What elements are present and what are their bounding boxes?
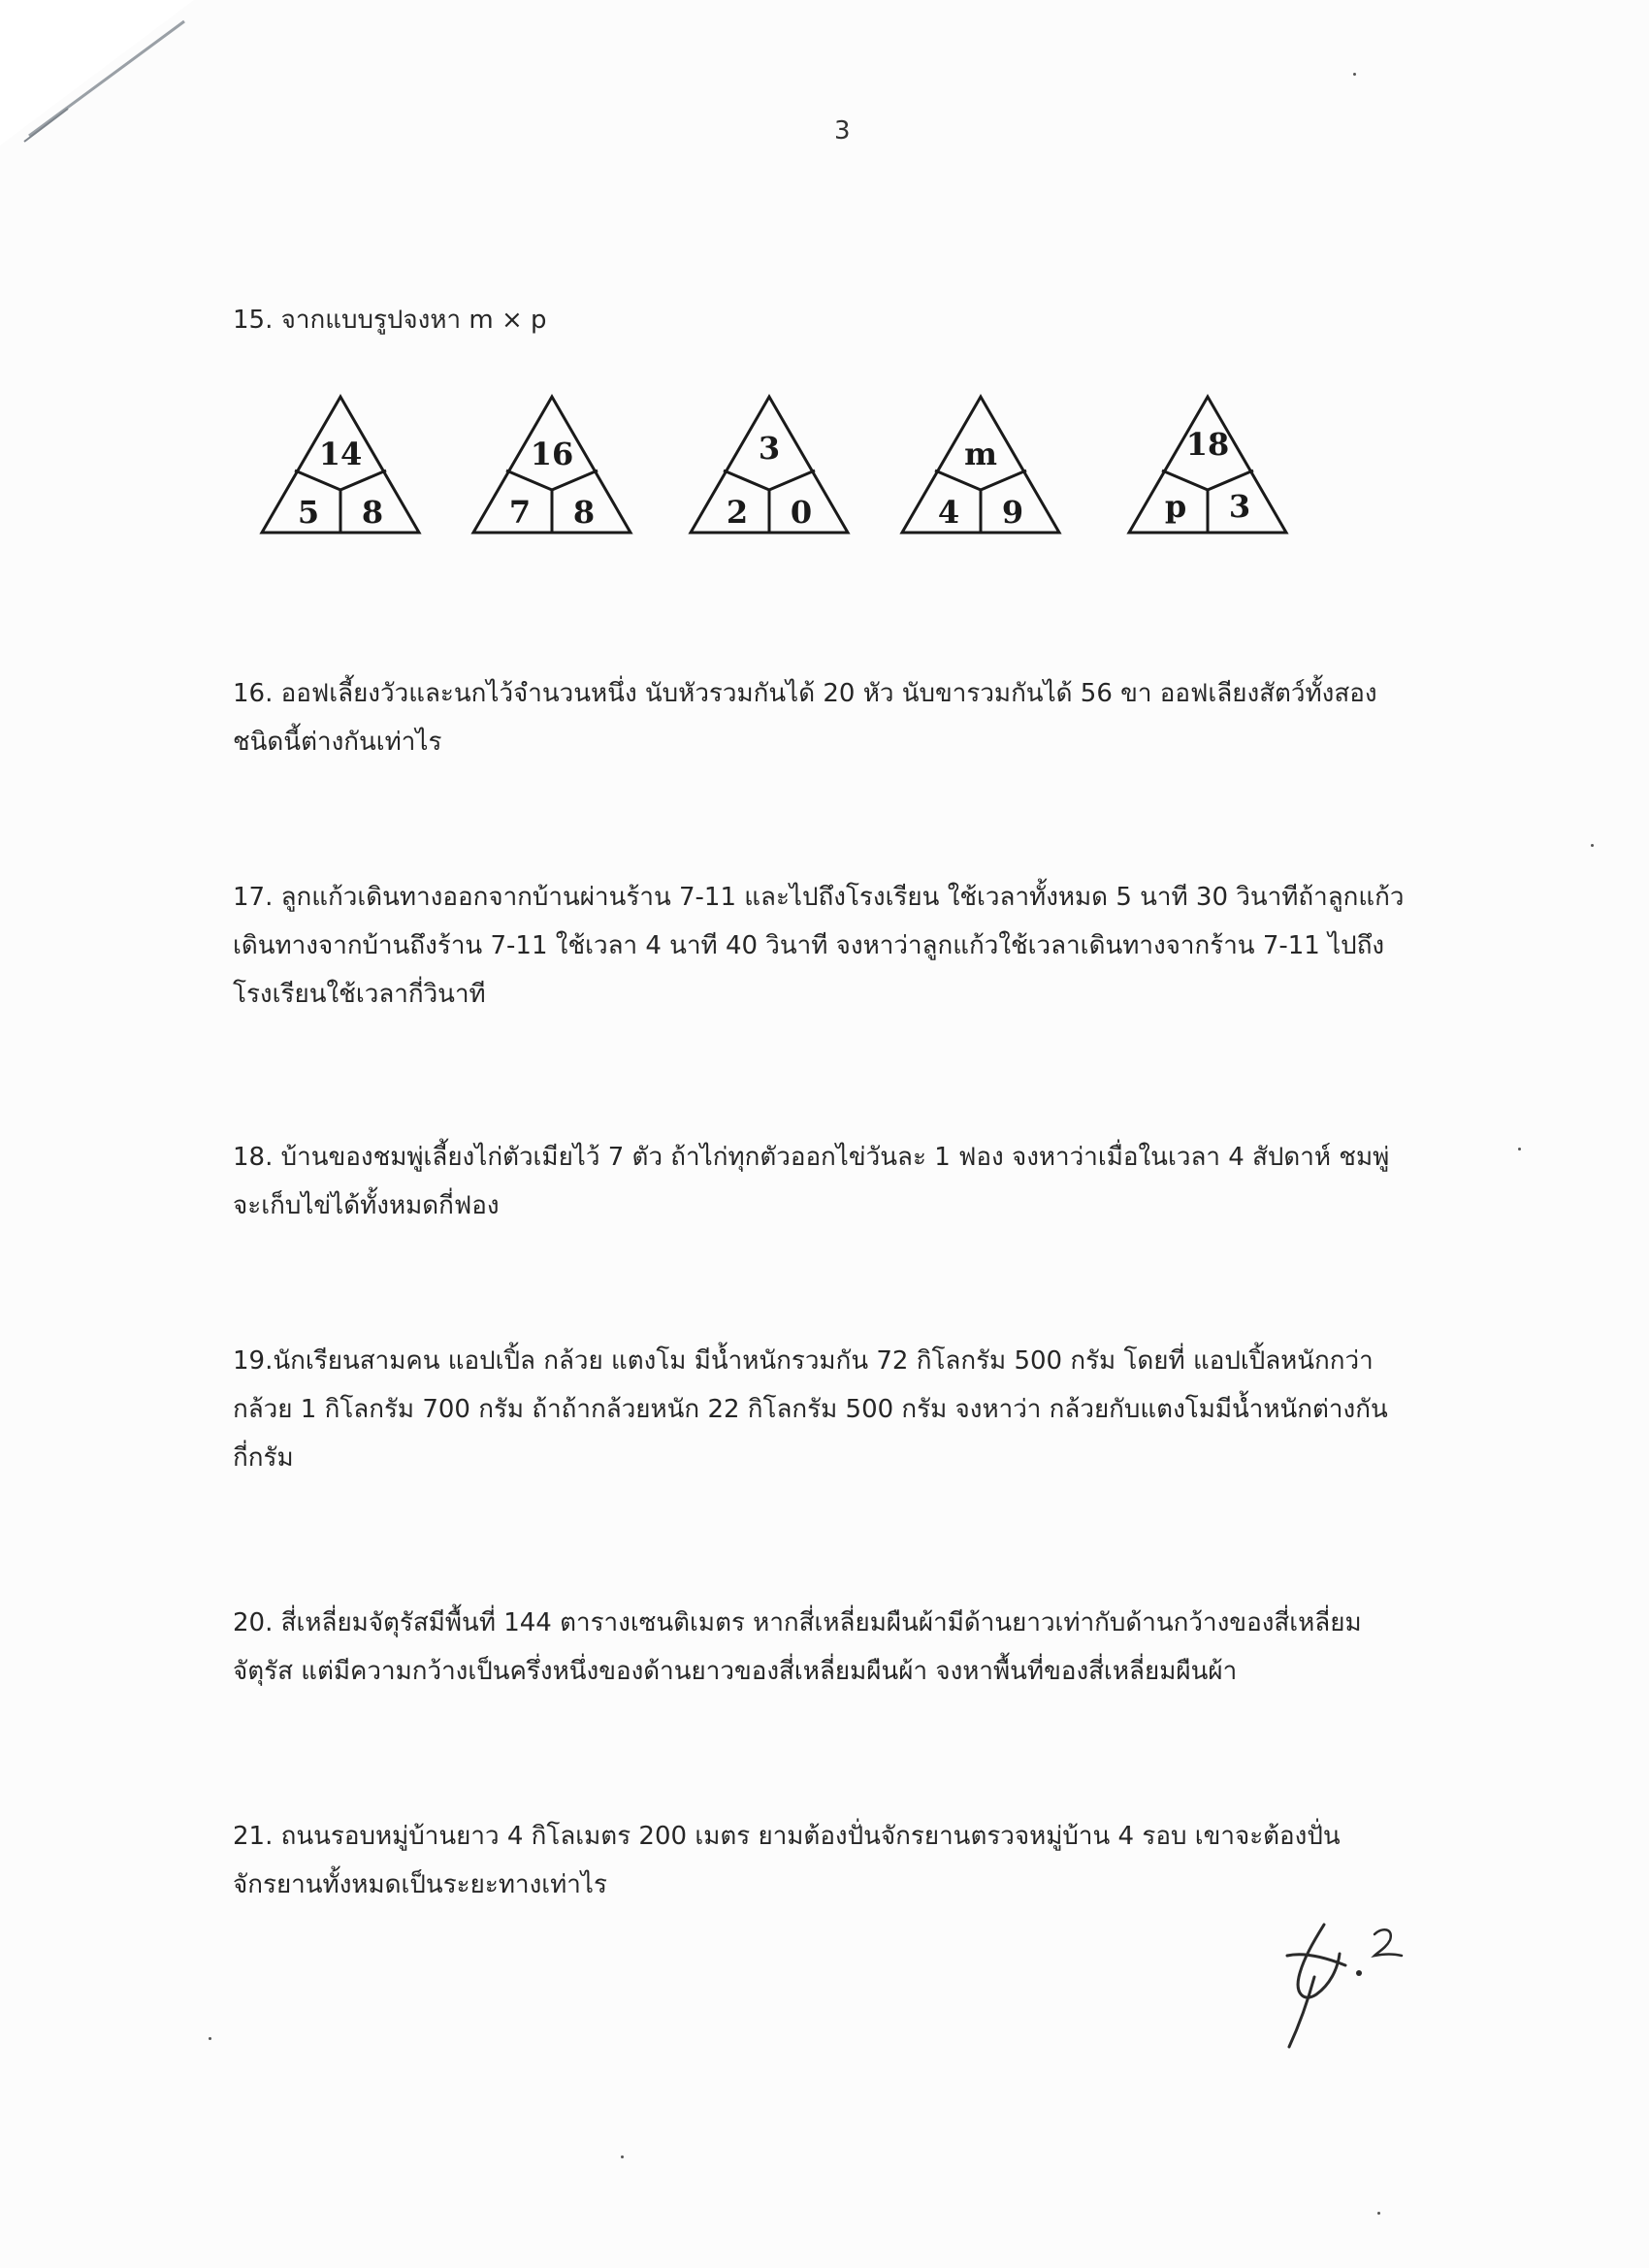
question-15 xyxy=(233,296,1465,344)
question-20-line-1: 20. สี่เหลี่ยมจัตุรัสมีพื้นที่ 144 ตารางเซนติเมตร หากสี่เหลี่ยมผืนผ้ามีด้านยาวเท่ากับด้านกว้างของสี่เหลี่ยม xyxy=(233,1608,1362,1637)
question-17-line-1: 17. ลูกแก้วเดินทางออกจากบ้านผ่านร้าน 7-11 และไปถึงโรงเรียน ใช้เวลาทั้งหมด 5 นาที 30 วินาทีถ้าลูกแก้ว xyxy=(233,883,1405,912)
number-triangle-3 xyxy=(687,393,852,536)
question-17-line-2: เดินทางจากบ้านถึงร้าน 7-11 ใช้เวลา 4 นาที 40 วินาที จงหาว่าลูกแก้วใช้เวลาเดินทางจากร้าน 7-11 ไปถึง xyxy=(233,931,1385,960)
scan-speck xyxy=(209,2037,211,2040)
scan-speck xyxy=(1591,844,1594,847)
triangle-4-right: 9 xyxy=(1001,494,1024,531)
triangle-2-top: 16 xyxy=(530,436,574,472)
question-19-line-3: กี่กรัม xyxy=(233,1443,294,1473)
signature-note xyxy=(1374,1929,1402,1956)
question-18-line-2: จะเก็บไข่ได้ทั้งหมดกี่ฟอง xyxy=(233,1191,500,1220)
triangle-4-left: 4 xyxy=(937,494,960,531)
triangle-1-left: 5 xyxy=(297,494,320,531)
number-triangle-4 xyxy=(898,393,1063,536)
number-triangle-2 xyxy=(469,393,634,536)
scan-speck xyxy=(1518,1148,1521,1150)
triangle-3-left: 2 xyxy=(726,494,749,531)
triangle-2-left: 7 xyxy=(508,494,532,531)
question-21-line-2: จักรยานทั้งหมดเป็นระยะทางเท่าไร xyxy=(233,1870,607,1899)
question-20 xyxy=(233,1599,1465,1696)
number-triangle-1 xyxy=(258,393,423,536)
page-number: 3 xyxy=(834,116,851,146)
scan-speck xyxy=(1377,2212,1380,2215)
triangle-2-right: 8 xyxy=(572,494,596,531)
question-17 xyxy=(233,873,1465,1019)
triangle-5-left: p xyxy=(1164,488,1187,525)
triangle-1-top: 14 xyxy=(318,436,363,472)
question-17-line-3: โรงเรียนใช้เวลากี่วินาที xyxy=(233,980,486,1009)
triangle-5-right: 3 xyxy=(1228,488,1251,525)
question-19 xyxy=(233,1337,1465,1482)
scan-speck xyxy=(1353,73,1356,76)
question-21 xyxy=(233,1812,1465,1909)
triangle-1-right: 8 xyxy=(361,494,384,531)
question-21-line-1: 21. ถนนรอบหมู่บ้านยาว 4 กิโลเมตร 200 เมตร ยามต้องปั่นจักรยานตรวจหมู่บ้าน 4 รอบ เขาจะต้องปั่น xyxy=(233,1822,1341,1851)
question-16 xyxy=(233,669,1465,766)
number-triangle-5 xyxy=(1125,393,1290,536)
triangle-3-top: 3 xyxy=(758,430,781,467)
scan-speck xyxy=(621,2155,624,2158)
triangle-3-right: 0 xyxy=(790,494,813,531)
question-20-line-2: จัตุรัส แต่มีความกว้างเป็นครึ่งหนึ่งของด้านยาวของสี่เหลี่ยมผืนผ้า จงหาพื้นที่ของสี่เหลี่ยมผืนผ้า xyxy=(233,1657,1238,1686)
question-19-line-1: 19.นักเรียนสามคน แอปเปิ้ล กล้วย แตงโม มีน้ำหนักรวมกัน 72 กิโลกรัม 500 กรัม โดยที่ แอปเปิ้ลหนักกว่า xyxy=(233,1346,1374,1376)
triangle-5-top: 18 xyxy=(1185,426,1230,463)
handwritten-signature xyxy=(1266,1901,1431,2057)
question-18 xyxy=(233,1133,1465,1230)
question-16-line-1: 16. ออฟเลี้ยงวัวและนกไว้จำนวนหนึ่ง นับหัวรวมกันได้ 20 หัว นับขารวมกันได้ 56 ขา ออฟเลียงสัตว์ทั้งสอง xyxy=(233,679,1377,708)
question-19-line-2: กล้วย 1 กิโลกรัม 700 กรัม ถ้าถ้ากล้วยหนัก 22 กิโลกรัม 500 กรัม จงหาว่า กล้วยกับแตงโมมีน้ำหนักต่างกัน xyxy=(233,1395,1388,1424)
question-18-line-1: 18. บ้านของชมพู่เลี้ยงไก่ตัวเมียไว้ 7 ตัว ถ้าไก่ทุกตัวออกไข่วันละ 1 ฟอง จงหาว่าเมื่อในเวลา 4 สัปดาห์ ชมพู่ xyxy=(233,1143,1390,1172)
question-16-line-2: ชนิดนี้ต่างกันเท่าไร xyxy=(233,728,442,757)
page-corner-fold xyxy=(0,0,213,165)
question-15-text: 15. จากแบบรูปจงหา m × p xyxy=(233,306,547,335)
triangle-4-top: m xyxy=(964,436,997,472)
triangle-pattern-row xyxy=(258,393,1296,538)
